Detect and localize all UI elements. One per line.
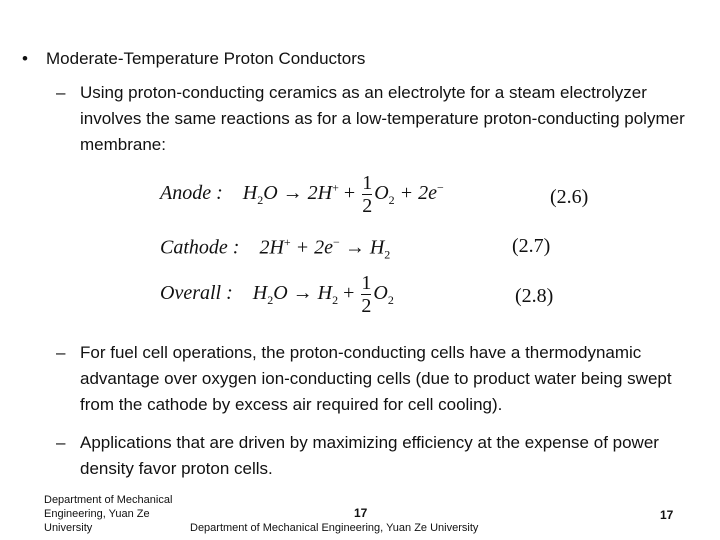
sub-bullet-1-text: Using proton-conducting ceramics as an electrolyte for a steam electrolyzer involves the same reactions as for a low-temperature proton-conducting polymer membrane:: [80, 83, 685, 154]
sub-bullet-2: [56, 340, 692, 418]
sub-bullet-3-text: Applications that are driven by maximizing efficiency at the expense of power density favor proton cells.: [80, 433, 659, 478]
bullet-icon: •: [22, 49, 28, 68]
footer-page-number-center: 17: [354, 506, 368, 520]
equation-cathode-number: (2.7): [512, 235, 551, 257]
equation-anode-number: (2.6): [550, 186, 589, 208]
footer-department-left: Department of Mechanical Engineering, Yuan Ze University: [44, 494, 173, 534]
equation-anode: Anode : $H_2O \to 2H^+$ + $\frac{1}{2}$ $O_2 + 2e^-$: [160, 172, 444, 217]
equation-overall: Overall : $H_2O \to H_2$ + $\frac{1}{2}$ $O_2$: [160, 272, 394, 317]
footer-page-number-right: 17: [660, 508, 674, 522]
fraction-one-half: $\frac{1}{2}$: [361, 272, 372, 317]
sub-bullet-3: [56, 430, 692, 482]
sub-bullet-1: [56, 80, 692, 158]
dash-icon: –: [56, 433, 66, 452]
equation-overall-label: Overall :: [160, 282, 233, 305]
dash-icon: –: [56, 83, 66, 102]
dash-icon: –: [56, 343, 66, 362]
footer-department-center: Department of Mechanical Engineering, Yuan Ze University: [190, 522, 479, 534]
slide-heading: Moderate-Temperature Proton Conductors: [46, 49, 366, 68]
equation-anode-label: Anode :: [160, 182, 223, 205]
equation-cathode: Cathode : $2H^+ + 2e^- \to H_2$: [160, 235, 391, 262]
equation-overall-number: (2.8): [515, 285, 554, 307]
fraction-one-half: $\frac{1}{2}$: [362, 172, 373, 217]
main-bullet: [22, 48, 365, 70]
sub-bullet-2-text: For fuel cell operations, the proton-conducting cells have a thermodynamic advantage over oxygen ion-conducting cells (due to product water being swept from the cathode by excess air required for cell cooling).: [80, 343, 672, 414]
equation-cathode-label: Cathode :: [160, 236, 240, 259]
